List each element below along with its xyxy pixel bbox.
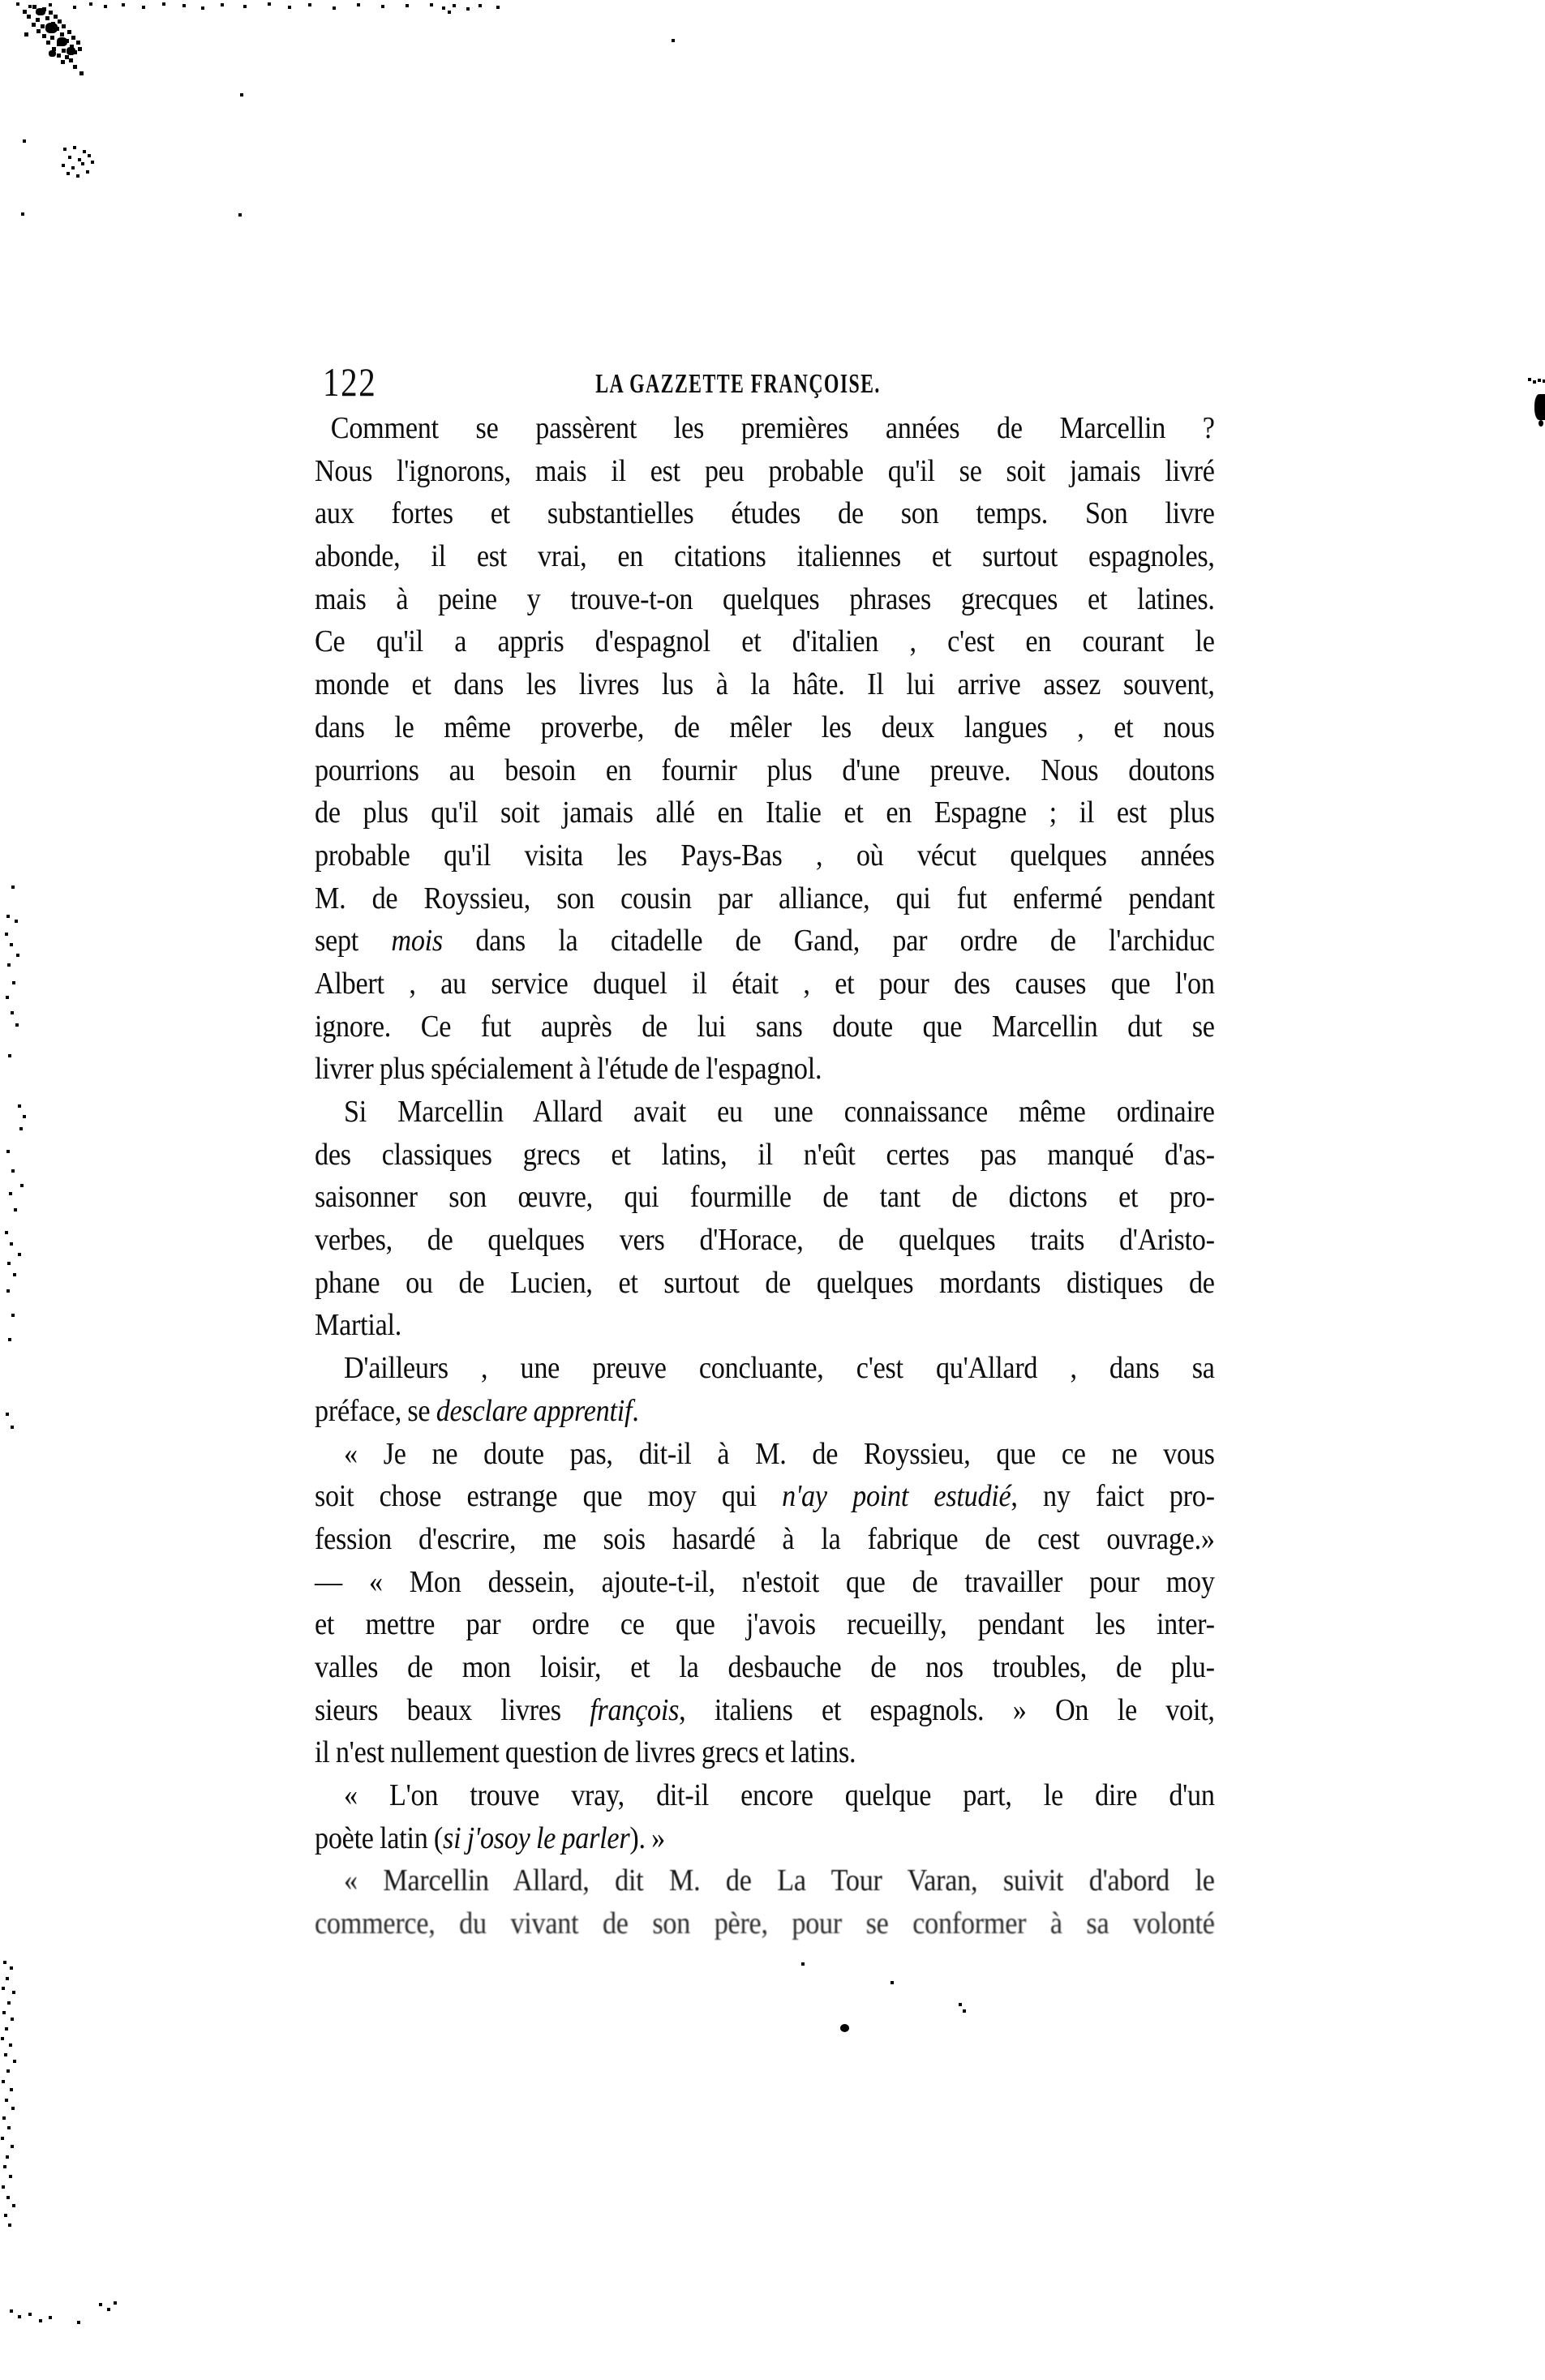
- text-line: Si Marcellin Allard avait eu une connaissance même ordinaire: [344, 1095, 1215, 1129]
- text-line: Nous l'ignorons, mais il est peu probable qu'il se soit jamais livré: [315, 453, 1215, 488]
- text-line: et mettre par ordre ce que j'avois recueilly, pendant les inter-: [315, 1607, 1215, 1642]
- text-line: préface, se desclare apprentif.: [315, 1393, 639, 1428]
- scan-noise-blob: [36, 8, 45, 15]
- scan-noise-blob: [49, 50, 56, 57]
- text-line: de plus qu'il soit jamais allé en Italie et en Espagne ; il est plus: [315, 795, 1215, 830]
- text-line: D'ailleurs , une preuve concluante, c'est qu'Allard , dans sa: [344, 1351, 1215, 1386]
- text-line: verbes, de quelques vers d'Horace, de quelques traits d'Aristo-: [315, 1223, 1215, 1258]
- page-body: [315, 407, 1215, 1945]
- text-line: poète latin (si j'osoy le parler). »: [315, 1820, 665, 1855]
- text-line: valles de mon loisir, et la desbauche de nos troubles, de plu-: [315, 1649, 1215, 1684]
- scan-noise-center-dot: [840, 2024, 849, 2032]
- text-line: phane ou de Lucien, et surtout de quelques mordants distiques de: [315, 1265, 1215, 1300]
- text-line: mais à peine y trouve-t-on quelques phrases grecques et latines.: [315, 581, 1215, 616]
- text-line: livrer plus spécialement à l'étude de l'espagnol.: [315, 1052, 822, 1087]
- text-line: des classiques grecs et latins, il n'eût certes pas manqué d'as-: [315, 1137, 1215, 1172]
- scan-noise-right-edge-blot: [1534, 394, 1545, 420]
- text-line: sieurs beaux livres françois, italiens et espagnols. » On le voit,: [315, 1692, 1215, 1727]
- text-line: Comment se passèrent les premières années de Marcellin ?: [330, 411, 1215, 445]
- text-line: Albert , au service duquel il était , et pour des causes que l'on: [315, 966, 1215, 1001]
- text-line: fession d'escrire, me sois hasardé à la fabrique de cest ouvrage.»: [315, 1521, 1215, 1556]
- text-line: commerce, du vivant de son père, pour se conformer à sa volonté: [315, 1906, 1215, 1941]
- text-line: M. de Royssieu, son cousin par alliance, qui fut enfermé pendant: [315, 881, 1215, 916]
- scan-noise-blob: [57, 37, 67, 46]
- text-line: « Je ne doute pas, dit-il à M. de Royssieu, que ce ne vous: [344, 1436, 1215, 1471]
- text-line: dans le même proverbe, de mêler les deux langues , et nous: [315, 710, 1215, 744]
- text-line: pourrions au besoin en fournir plus d'une preuve. Nous doutons: [315, 753, 1215, 787]
- scan-noise-misc: [0, 0, 3, 3]
- running-title: LA GAZZETTE FRANÇOISE.: [595, 369, 881, 399]
- text-line: probable qu'il visita les Pays-Bas , où vécut quelques années: [315, 838, 1215, 873]
- scan-noise-blob: [67, 47, 75, 55]
- text-line: « L'on trouve vray, dit-il encore quelque part, le dire d'un: [344, 1778, 1215, 1812]
- text-line: Ce qu'il a appris d'espagnol et d'italien , c'est en courant le: [315, 624, 1215, 659]
- text-line: aux fortes et substantielles études de son temps. Son livre: [315, 496, 1215, 531]
- text-line: monde et dans les livres lus à la hâte. Il lui arrive assez souvent,: [315, 667, 1215, 702]
- text-line: il n'est nullement question de livres grecs et latins.: [315, 1735, 856, 1770]
- page-header: [316, 360, 1217, 410]
- scan-noise-right-edge-blot-tail: [1539, 420, 1543, 427]
- scan-noise-blob: [45, 23, 58, 33]
- page-number: 122: [323, 359, 377, 405]
- text-line: — « Mon dessein, ajoute-t-il, n'estoit que de travailler pour moy: [315, 1564, 1215, 1599]
- text-line: ignore. Ce fut auprès de lui sans doute que Marcellin dut se: [315, 1009, 1215, 1044]
- text-line: « Marcellin Allard, dit M. de La Tour Varan, suivit d'abord le: [344, 1863, 1215, 1898]
- text-line: sept mois dans la citadelle de Gand, par ordre de l'archiduc: [315, 924, 1215, 958]
- text-line: soit chose estrange que moy qui n'ay point estudié, ny faict pro-: [315, 1479, 1215, 1514]
- text-line: abonde, il est vrai, en citations italiennes et surtout espagnoles,: [315, 539, 1215, 574]
- text-line: Martial.: [315, 1308, 402, 1343]
- text-line: saisonner son œuvre, qui fourmille de tant de dictons et pro-: [315, 1180, 1215, 1215]
